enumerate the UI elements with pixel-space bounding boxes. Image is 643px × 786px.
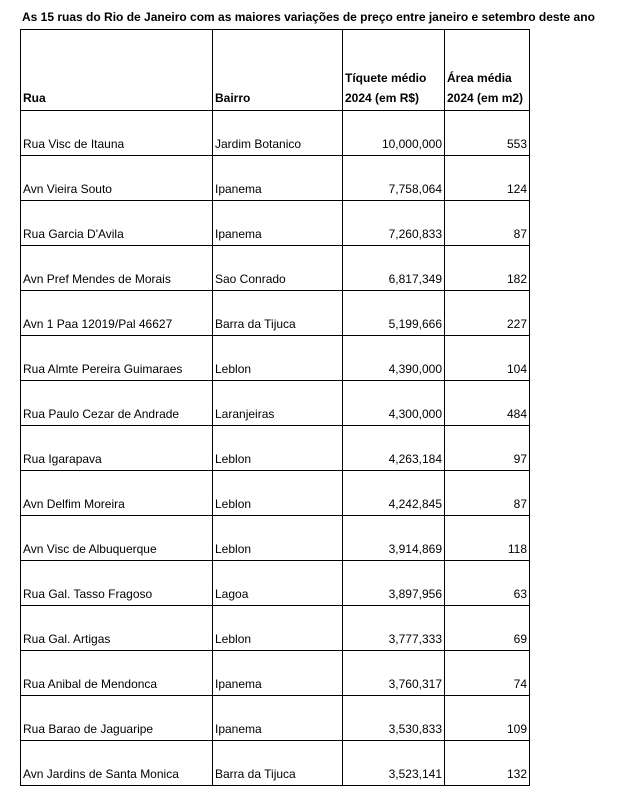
cell-rua: Rua Anibal de Mendonca [21,651,213,696]
cell-rua: Rua Gal. Tasso Fragoso [21,561,213,606]
cell-rua: Avn Pref Mendes de Morais [21,246,213,291]
cell-area: 553 [445,111,530,156]
cell-bairro: Jardim Botanico [213,111,343,156]
cell-tiquete: 4,242,845 [343,471,445,516]
cell-rua: Avn Jardins de Santa Monica [21,741,213,786]
cell-area: 109 [445,696,530,741]
cell-area: 104 [445,336,530,381]
cell-area: 63 [445,561,530,606]
cell-rua: Rua Gal. Artigas [21,606,213,651]
cell-rua: Rua Almte Pereira Guimaraes [21,336,213,381]
cell-area: 87 [445,201,530,246]
cell-tiquete: 3,530,833 [343,696,445,741]
cell-bairro: Leblon [213,471,343,516]
cell-bairro: Barra da Tijuca [213,291,343,336]
cell-rua: Avn Vieira Souto [21,156,213,201]
streets-table [20,29,530,786]
cell-tiquete: 3,777,333 [343,606,445,651]
cell-tiquete: 4,390,000 [343,336,445,381]
cell-bairro: Ipanema [213,156,343,201]
table-row [21,336,530,381]
cell-area: 118 [445,516,530,561]
table-row [21,381,530,426]
table-row [21,426,530,471]
cell-rua: Rua Igarapava [21,426,213,471]
cell-tiquete: 3,523,141 [343,741,445,786]
cell-bairro: Leblon [213,336,343,381]
cell-bairro: Barra da Tijuca [213,741,343,786]
table-row [21,156,530,201]
cell-bairro: Laranjeiras [213,381,343,426]
cell-rua: Avn Delfim Moreira [21,471,213,516]
header-rua: Rua [21,30,213,111]
table-row [21,291,530,336]
table-row [21,471,530,516]
cell-bairro: Ipanema [213,651,343,696]
cell-tiquete: 7,260,833 [343,201,445,246]
cell-area: 227 [445,291,530,336]
cell-tiquete: 6,817,349 [343,246,445,291]
cell-bairro: Ipanema [213,201,343,246]
cell-area: 484 [445,381,530,426]
cell-tiquete: 3,760,317 [343,651,445,696]
table-row [21,201,530,246]
cell-tiquete: 10,000,000 [343,111,445,156]
page-title: As 15 ruas do Rio de Janeiro com as maiores variações de preço entre janeiro e setembro deste ano [22,10,595,24]
cell-area: 132 [445,741,530,786]
table-row [21,741,530,786]
table-row [21,246,530,291]
cell-rua: Avn 1 Paa 12019/Pal 46627 [21,291,213,336]
cell-area: 97 [445,426,530,471]
header-tiquete: Tíquete médio 2024 (em R$) [343,30,445,111]
table-row [21,696,530,741]
table-row [21,606,530,651]
cell-tiquete: 4,263,184 [343,426,445,471]
cell-area: 87 [445,471,530,516]
cell-area: 69 [445,606,530,651]
cell-tiquete: 4,300,000 [343,381,445,426]
cell-bairro: Sao Conrado [213,246,343,291]
cell-bairro: Leblon [213,516,343,561]
cell-tiquete: 3,914,869 [343,516,445,561]
table-body [21,111,530,786]
cell-tiquete: 7,758,064 [343,156,445,201]
cell-bairro: Ipanema [213,696,343,741]
cell-area: 74 [445,651,530,696]
cell-bairro: Leblon [213,606,343,651]
cell-rua: Rua Paulo Cezar de Andrade [21,381,213,426]
header-row [21,30,530,111]
cell-rua: Rua Visc de Itauna [21,111,213,156]
cell-rua: Avn Visc de Albuquerque [21,516,213,561]
table-row [21,561,530,606]
cell-rua: Rua Barao de Jaguaripe [21,696,213,741]
cell-bairro: Leblon [213,426,343,471]
cell-tiquete: 5,199,666 [343,291,445,336]
cell-rua: Rua Garcia D'Avila [21,201,213,246]
header-bairro: Bairro [213,30,343,111]
cell-tiquete: 3,897,956 [343,561,445,606]
table-row [21,651,530,696]
table-row [21,111,530,156]
cell-area: 182 [445,246,530,291]
cell-bairro: Lagoa [213,561,343,606]
table-row [21,516,530,561]
cell-area: 124 [445,156,530,201]
header-area: Área média 2024 (em m2) [445,30,530,111]
